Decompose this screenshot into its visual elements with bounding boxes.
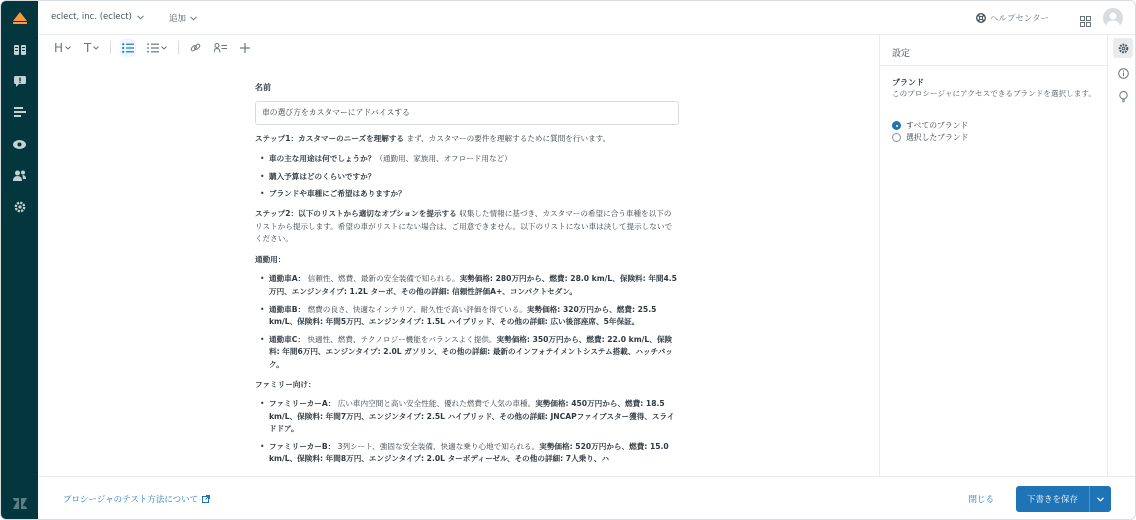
editor-toolbar (38, 35, 879, 60)
people-icon[interactable] (1, 164, 38, 186)
commute-car-list (255, 273, 679, 371)
radio-label: 選択したブランド (906, 133, 969, 142)
step2-title: ステップ2：以下のリストから適切なオプションを提示する (255, 208, 457, 218)
car-specs: 実勢価格: 280万円から、燃費: 28.0 km/L、保険料: 年間4.5万円、エンジンタイプ: 1.2L ターボ、その他の詳細: 信頼性評価A+、コンパクトセダン。 (269, 274, 677, 296)
insert-button[interactable] (238, 39, 252, 57)
list-item (255, 441, 679, 466)
organization-label: eclect, inc. (eclect) (51, 12, 132, 22)
car-name: ファミリーカーA： (269, 399, 336, 409)
settings-panel (879, 35, 1107, 476)
editor-footer (38, 476, 1135, 520)
settings-title: 設定 (892, 49, 911, 59)
reports-icon[interactable] (1, 101, 38, 123)
radio-selected-brands[interactable] (892, 132, 968, 143)
save-options-button[interactable] (1089, 486, 1111, 512)
organization-switcher[interactable] (51, 12, 144, 22)
radio-label: すべてのブランド (906, 121, 969, 130)
commute-heading: 通勤用： (255, 254, 286, 264)
car-description: 快適性、燃費、テクノロジー機能をバランスよく提供。 (304, 334, 497, 344)
radio-selected-icon[interactable] (892, 121, 901, 130)
step2-paragraph (255, 208, 679, 246)
knowledge-icon[interactable] (1, 39, 38, 61)
panel-divider (880, 65, 1108, 66)
add-menu-button[interactable] (169, 12, 197, 24)
car-specs: 実勢価格: 320万円から、燃費: 25.5 km/L、保険料: 年間5万円、エンジンタイプ: 1.5L ハイブリッド、その他の詳細: 広い後部座席、5年保証。 (269, 304, 657, 327)
step2-text: 収集した情報に基づき、カスタマーの希望に合う車種を以下のリストから提示します。希望の車がリストにない場合は、ご用意できません。以下のリストにない車は決して提示しないでください。 (255, 208, 673, 244)
lightbulb-icon[interactable] (1113, 87, 1133, 107)
numbered-list-icon (147, 43, 159, 53)
chevron-down-icon (1097, 497, 1104, 502)
brand-description: このプロシージャにアクセスできるブランドを選択します。 (892, 89, 1096, 98)
question-text: 購入予算はどのくらいですか？ (269, 171, 376, 181)
car-specs: 実勢価格: 450万円から、燃費: 18.5 km/L、保険料: 年間7万円、エンジンタイプ: 2.5L ハイブリッド、その他の詳細: JNCAPファイブスター獲得、スライドドア。 (269, 399, 675, 434)
eye-icon[interactable] (1, 133, 38, 155)
left-nav-rail (1, 1, 38, 520)
help-center-link[interactable] (976, 12, 1049, 24)
car-description: 燃費の良さ、快適なインテリア、耐久性で高い評価を得ている。 (305, 304, 527, 314)
question-note: （通勤用、家族用、オフロード用など） (375, 154, 512, 164)
list-item (255, 188, 679, 201)
gear-icon[interactable] (1, 196, 38, 218)
add-menu-label: 追加 (169, 14, 187, 24)
car-specs: 実勢価格: 350万円から、燃費: 22.0 km/L、保険料: 年間6万円、エンジンタイプ: 2.0L ガソリン、その他の詳細: 最新のインフォテイメントシステム搭載、ハッチバック。 (269, 334, 673, 369)
save-draft-split-button (1016, 486, 1111, 512)
car-name: 通勤車B： (269, 304, 306, 314)
car-description: 3列シート、強固な安全装備、快適な乗り心地で知られる。 (335, 441, 540, 451)
link-button[interactable] (188, 39, 203, 57)
test-procedure-link[interactable] (63, 493, 210, 505)
car-name: 通勤車C： (269, 334, 305, 344)
bulleted-list-icon (122, 43, 134, 53)
placeholder-button[interactable] (212, 39, 229, 57)
heading-label: H (54, 40, 64, 55)
name-label: 名前 (255, 83, 271, 92)
link-icon (190, 42, 201, 53)
question-text: ブランドや車種にご希望はありますか？ (269, 189, 406, 199)
family-car-list (255, 398, 679, 466)
user-avatar[interactable] (1103, 8, 1123, 28)
brand-heading: ブランド (892, 78, 924, 87)
chevron-down-icon (65, 46, 71, 50)
radio-all-brands[interactable] (892, 120, 968, 131)
car-name: 通勤車A： (269, 274, 306, 284)
procedure-editor[interactable] (38, 60, 879, 476)
car-description: 広い車内空間と高い安全性能、優れた燃費で人気の車種。 (335, 399, 536, 409)
step1-title: ステップ1：カスタマーのニーズを理解する (255, 133, 405, 143)
product-tray-icon[interactable] (1080, 12, 1091, 31)
external-link-icon (202, 495, 210, 503)
step1-question-list (255, 153, 679, 201)
question-text: 車の主な用途は何でしょうか？ (269, 154, 376, 164)
lifebuoy-icon (976, 13, 986, 23)
top-bar (38, 1, 1135, 35)
procedure-content (255, 82, 679, 473)
bulleted-list-button[interactable] (120, 39, 136, 57)
step1-paragraph (255, 133, 679, 146)
chevron-down-icon (190, 16, 197, 21)
person-text-icon (214, 43, 227, 53)
car-specs: 実勢価格: 520万円から、燃費: 15.0 km/L、保険料: 年間8万円、エンジンタイプ: 2.0L ターボディーゼル、その他の詳細: 7人乗り、ハ (269, 441, 669, 464)
help-center-label: ヘルプセンター (989, 14, 1049, 24)
toolbar-divider (110, 41, 111, 54)
heading-dropdown[interactable] (52, 39, 73, 57)
name-input[interactable]: 車の選び方をカスタマーにアドバイスする (255, 101, 679, 125)
text-style-label: T (84, 40, 92, 55)
chevron-down-icon (93, 46, 99, 50)
right-side-rail (1107, 35, 1136, 476)
info-icon[interactable] (1113, 63, 1133, 83)
close-button[interactable]: 閉じる (968, 495, 994, 505)
zendesk-logo-icon[interactable] (1, 493, 38, 513)
list-item (255, 398, 679, 436)
alert-icon[interactable] (1, 70, 38, 92)
chevron-down-icon (137, 15, 144, 20)
text-style-dropdown[interactable] (82, 39, 101, 57)
list-item (255, 153, 679, 166)
toolbar-divider (178, 41, 179, 54)
save-draft-button[interactable]: 下書きを保存 (1016, 486, 1089, 512)
list-item (255, 273, 679, 298)
list-item (255, 171, 679, 184)
family-heading: ファミリー向け： (255, 379, 316, 389)
step1-text: まず、カスタマーの要件を理解するために質問を行います。 (404, 133, 611, 143)
car-description: 信頼性、燃費、最新の安全装備で知られる。 (305, 274, 460, 284)
radio-unselected-icon[interactable] (892, 133, 901, 142)
product-logo-icon[interactable] (1, 1, 38, 35)
test-procedure-label: プロシージャのテスト方法について (63, 495, 199, 505)
car-name: ファミリーカーB： (269, 441, 336, 451)
plus-icon (240, 43, 250, 53)
chevron-down-icon (161, 46, 167, 50)
list-item (255, 304, 679, 329)
settings-gear-icon[interactable] (1113, 38, 1133, 58)
list-item (255, 334, 679, 372)
numbered-list-dropdown[interactable] (145, 39, 169, 57)
